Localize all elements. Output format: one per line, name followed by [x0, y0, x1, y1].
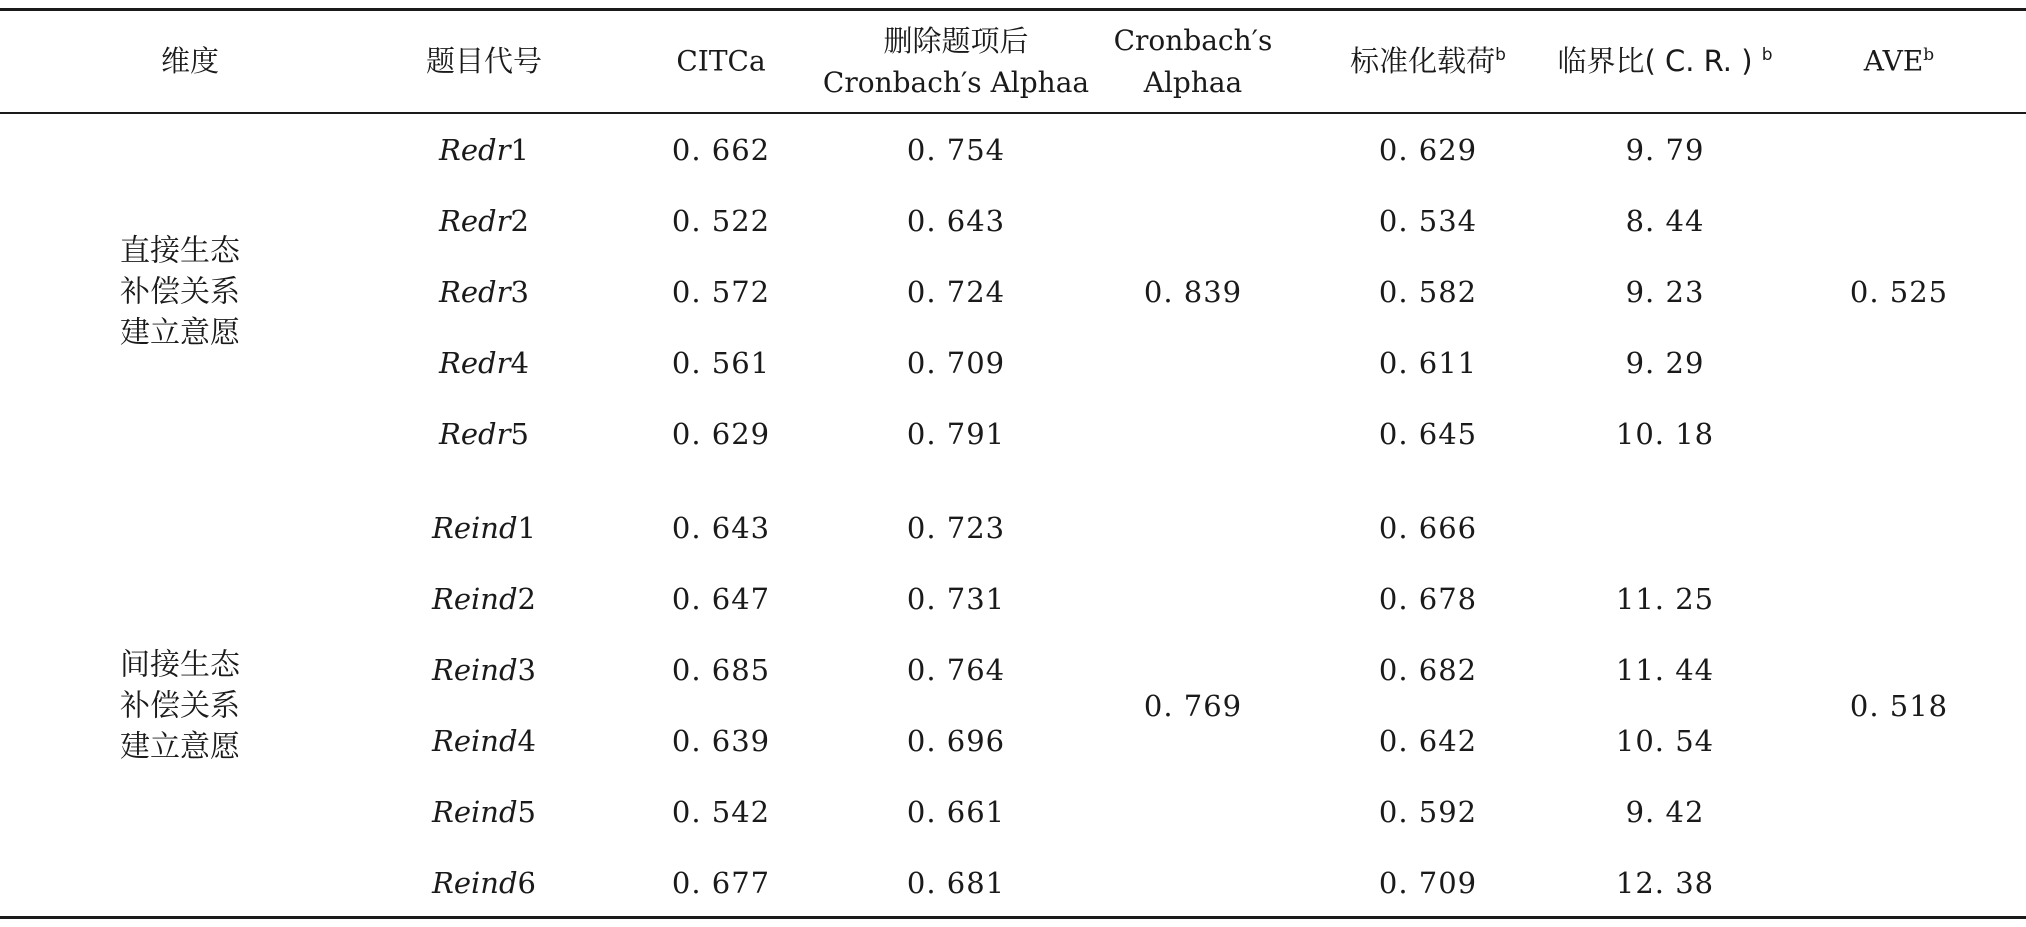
item-code-num: 1	[517, 510, 536, 545]
header-cronbach-alpha	[1114, 20, 1273, 104]
citc-value: 0. 522	[671, 203, 771, 238]
std-loading-value: 0. 709	[1378, 865, 1478, 900]
item-code-prefix: Reind	[432, 652, 518, 687]
std-loading-value: 0. 611	[1378, 345, 1478, 380]
dimension-line: 建立意愿	[120, 729, 240, 765]
deleted-alpha-value: 0. 709	[906, 345, 1006, 380]
item-code	[439, 132, 529, 168]
citc-value: 0. 639	[671, 723, 771, 758]
dimension-label-direct	[120, 231, 260, 354]
item-code-num: 4	[517, 723, 536, 758]
citc-value: 0. 647	[671, 581, 771, 616]
std-loading-value: 0. 582	[1378, 274, 1478, 309]
dimension-line: 建立意愿	[120, 315, 240, 351]
std-loading-value: 0. 666	[1378, 510, 1478, 545]
item-code	[439, 345, 529, 381]
dimension-line: 间接生态	[120, 647, 240, 683]
dimension-line: 补偿关系	[120, 688, 240, 724]
citc-value: 0. 572	[671, 274, 771, 309]
std-loading-value: 0. 592	[1378, 794, 1478, 829]
item-code	[439, 203, 529, 239]
item-code-prefix: Reind	[432, 581, 518, 616]
deleted-alpha-value: 0. 661	[906, 794, 1006, 829]
item-code-num: 1	[510, 132, 529, 167]
item-code	[432, 865, 536, 901]
citc-value: 0. 561	[671, 345, 771, 380]
item-code-prefix: Redr	[439, 416, 511, 451]
deleted-alpha-value: 0. 764	[906, 652, 1006, 687]
critical-ratio-value: 10. 18	[1615, 416, 1715, 451]
header-critical-ratio-text: 临界比( C. R. )	[1557, 43, 1753, 78]
deleted-alpha-value: 0. 696	[906, 723, 1006, 758]
item-code-num: 4	[510, 345, 529, 380]
item-code	[432, 510, 536, 546]
item-code-prefix: Redr	[439, 203, 511, 238]
table-top-rule	[0, 8, 2026, 11]
critical-ratio-value: 9. 29	[1625, 345, 1705, 380]
std-loading-value: 0. 682	[1378, 652, 1478, 687]
header-item-code: 题目代号	[425, 43, 543, 78]
std-loading-value: 0. 534	[1378, 203, 1478, 238]
header-critical-ratio-sup: b	[1761, 45, 1773, 66]
header-dimension: 维度	[160, 43, 220, 78]
item-code	[439, 416, 529, 452]
item-code-num: 5	[510, 416, 529, 451]
item-code-num: 3	[517, 652, 536, 687]
std-loading-value: 0. 629	[1378, 132, 1478, 167]
item-code	[432, 794, 536, 830]
header-std-loading	[1350, 43, 1506, 79]
deleted-alpha-value: 0. 643	[906, 203, 1006, 238]
deleted-alpha-value: 0. 724	[906, 274, 1006, 309]
citc-value: 0. 662	[671, 132, 771, 167]
critical-ratio-value: 11. 25	[1615, 581, 1715, 616]
critical-ratio-value: 9. 42	[1625, 794, 1705, 829]
dimension-label-indirect	[120, 645, 260, 768]
std-loading-value: 0. 645	[1378, 416, 1478, 451]
header-ave	[1864, 44, 1934, 79]
item-code-prefix: Reind	[432, 865, 518, 900]
header-std-loading-text: 标准化载荷	[1350, 43, 1496, 78]
item-code-prefix: Reind	[432, 510, 518, 545]
item-code-num: 5	[517, 794, 536, 829]
std-loading-value: 0. 678	[1378, 581, 1478, 616]
dimension-line: 补偿关系	[120, 274, 240, 310]
header-deleted-alpha-line1: 删除题项后	[883, 24, 1029, 58]
cronbach-alpha-indirect: 0. 769	[1143, 688, 1243, 723]
header-deleted-alpha-line2: Cronbach′s Alphaa	[822, 66, 1090, 99]
item-code-num: 2	[517, 581, 536, 616]
table-header-rule	[0, 112, 2026, 114]
item-code	[432, 723, 536, 759]
citc-value: 0. 542	[671, 794, 771, 829]
item-code-prefix: Reind	[432, 794, 518, 829]
citc-value: 0. 629	[671, 416, 771, 451]
critical-ratio-value: 12. 38	[1615, 865, 1715, 900]
header-cronbach-line2: Alphaa	[1143, 66, 1243, 99]
item-code	[432, 581, 536, 617]
item-code-num: 2	[510, 203, 529, 238]
citc-value: 0. 685	[671, 652, 771, 687]
deleted-alpha-value: 0. 731	[906, 581, 1006, 616]
item-code	[432, 652, 536, 688]
std-loading-value: 0. 642	[1378, 723, 1478, 758]
item-code-prefix: Reind	[432, 723, 518, 758]
header-citc: CITCa	[676, 44, 766, 78]
item-code-num: 6	[517, 865, 536, 900]
header-ave-sup: b	[1923, 45, 1935, 66]
deleted-alpha-value: 0. 754	[906, 132, 1006, 167]
item-code-num: 3	[510, 274, 529, 309]
header-critical-ratio	[1557, 43, 1772, 79]
deleted-alpha-value: 0. 681	[906, 865, 1006, 900]
deleted-alpha-value: 0. 791	[906, 416, 1006, 451]
item-code-prefix: Redr	[439, 132, 511, 167]
header-ave-text: AVE	[1863, 44, 1924, 78]
header-cronbach-line1: Cronbach′s	[1113, 24, 1273, 57]
item-code-prefix: Redr	[439, 274, 511, 309]
critical-ratio-value: 9. 23	[1625, 274, 1705, 309]
critical-ratio-value: 10. 54	[1615, 723, 1715, 758]
citc-value: 0. 677	[671, 865, 771, 900]
ave-direct: 0. 525	[1849, 274, 1949, 309]
item-code-prefix: Redr	[439, 345, 511, 380]
dimension-line: 直接生态	[120, 233, 240, 269]
cronbach-alpha-direct: 0. 839	[1143, 274, 1243, 309]
critical-ratio-value: 11. 44	[1615, 652, 1715, 687]
citc-value: 0. 643	[671, 510, 771, 545]
header-std-loading-sup: b	[1495, 45, 1506, 66]
critical-ratio-value: 8. 44	[1625, 203, 1705, 238]
item-code	[439, 274, 529, 310]
deleted-alpha-value: 0. 723	[906, 510, 1006, 545]
header-deleted-alpha	[823, 20, 1089, 104]
table-bottom-rule	[0, 916, 2026, 919]
critical-ratio-value: 9. 79	[1625, 132, 1705, 167]
ave-indirect: 0. 518	[1849, 688, 1949, 723]
